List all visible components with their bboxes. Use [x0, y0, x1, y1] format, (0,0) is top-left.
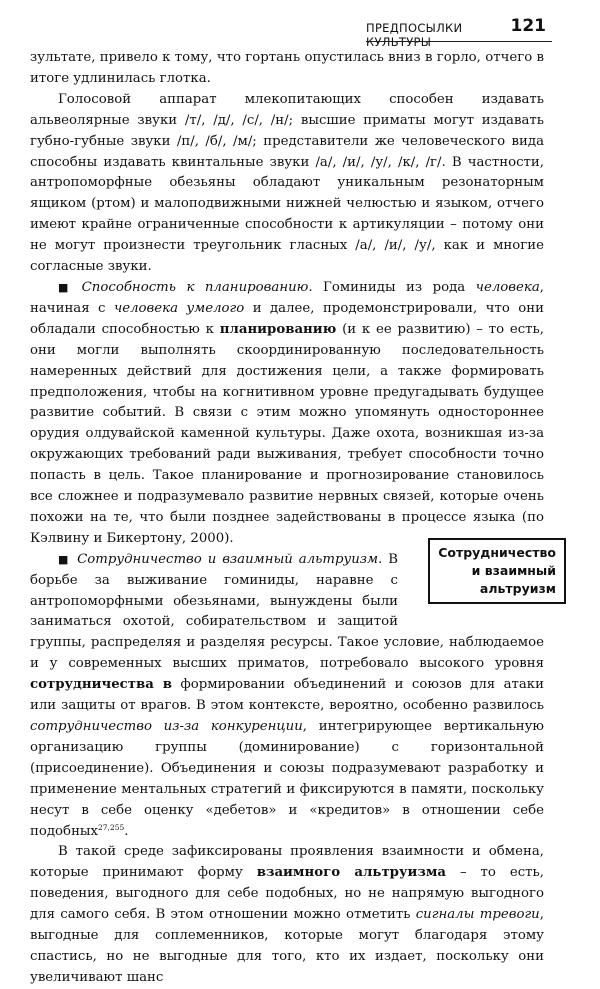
page-header	[366, 16, 546, 49]
key-term: сотрудничества в	[30, 677, 172, 693]
section-heading: Способность к планированию.	[81, 279, 313, 295]
section-heading: Сотрудничество и взаимный альтруизм.	[77, 551, 383, 567]
paragraph-altruism: В такой среде зафиксированы проявления взаимности и обмена, которые принимают форму взаимного альтруизма – то есть, поведения, выгодного для себе подобных, но не напрямую выгодного для самого себя. В этом отношении можно отметить сигналы тревоги, выгодные для соплеменников, которые могут благодаря этому спастись, но не выгодные для того, кто их издает, поскольку они увеличивают шанс	[30, 844, 544, 985]
key-term: планированию	[219, 321, 337, 337]
key-term: взаимного альтруизма	[256, 865, 447, 881]
paragraph-cooperation: ■ Сотрудничество и взаимный альтруизм. В борьбе за выживание гоминиды, наравне с антропоморфными обезьянами, вынуждены были заниматься охотой, собирательством и защитой группы, распределяя и разделяя ресурсы. Такое условие, наблюдаемое и у современных высших приматов, потребовало высокого уровня сотрудничества в формировании объединений и союзов для атаки или защиты от врагов. В этом контексте, вероятно, особенно развилось сотрудничество из-за конкуренции, интегрирующее вертикальную организацию группы (доминирование) с горизонтальной (присоединение). Объединения и союзы подразумевают разработку и применение ментальных стратегий и фиксируются в памяти, поскольку несут в себе оценку «дебетов» и «кредитов» в отношении себе подобных$^{27,255}$.	[30, 551, 544, 839]
citation-superscript: 27,255	[98, 822, 125, 832]
margin-note-line: и взаимный	[471, 563, 556, 578]
bullet-square-icon: ■	[58, 552, 71, 566]
paragraph-planning: ■ Способность к планированию. Гоминиды из рода человека, начиная с человека умелого и далее, продемонстрировали, что они обладали способностью к планированию (и к ее развитию) – то есть, они могли выполнять скоординированную последовательность намеренных действий для достижения цели, а также формировать предположения, чтобы на когнитивном уровне предугадывать будущее развитие событий. В связи с этим можно упомянуть одностороннее орудия олдувайской каменной культуры. Даже охота, возникшая из-за окружающих требований ради выживания, требует способности точно попасть в цель. Такое планирование и прогнозирование становилось все сложнее и подразумевало развитие нервных связей, которые очень похожи на те, что были позднее задействованы в процессе языка (по Кэлвину и Бикертону, 2000).	[30, 279, 545, 546]
header-rule	[366, 41, 552, 42]
paragraph: Голосовой аппарат млекопитающих способен издавать альвеолярные звуки /т/, /д/, /с/, /н/; высшие приматы могут издавать губно-губные звуки /п/, /б/, /м/; представители же человеческого вида способны издавать квинтальные звуки /а/, /и/, /у/, /к/, /г/. В частности, антропоморфные обезьяны обладают уникальным резонаторным ящиком (ртом) и малоподвижными нижней челюстью и языком, отчего имеют крайне ограниченные способности к артикуляции – потому они не могут произнести треугольник гласных /а/, /и/, /у/, как и многие согласные звуки.	[30, 91, 544, 275]
body-text	[30, 48, 544, 989]
paragraph: зультате, привело к тому, что гортань опустилась вниз в горло, отчего в итоге удлинилась глотка.	[30, 50, 544, 86]
margin-note-line: альтруизм	[479, 581, 556, 596]
margin-note-line: Сотрудничество	[438, 545, 556, 560]
bullet-square-icon: ■	[58, 280, 75, 294]
page-number: 121	[510, 16, 546, 36]
running-head: ПРЕДПОСЫЛКИ КУЛЬТУРЫ	[366, 21, 463, 49]
